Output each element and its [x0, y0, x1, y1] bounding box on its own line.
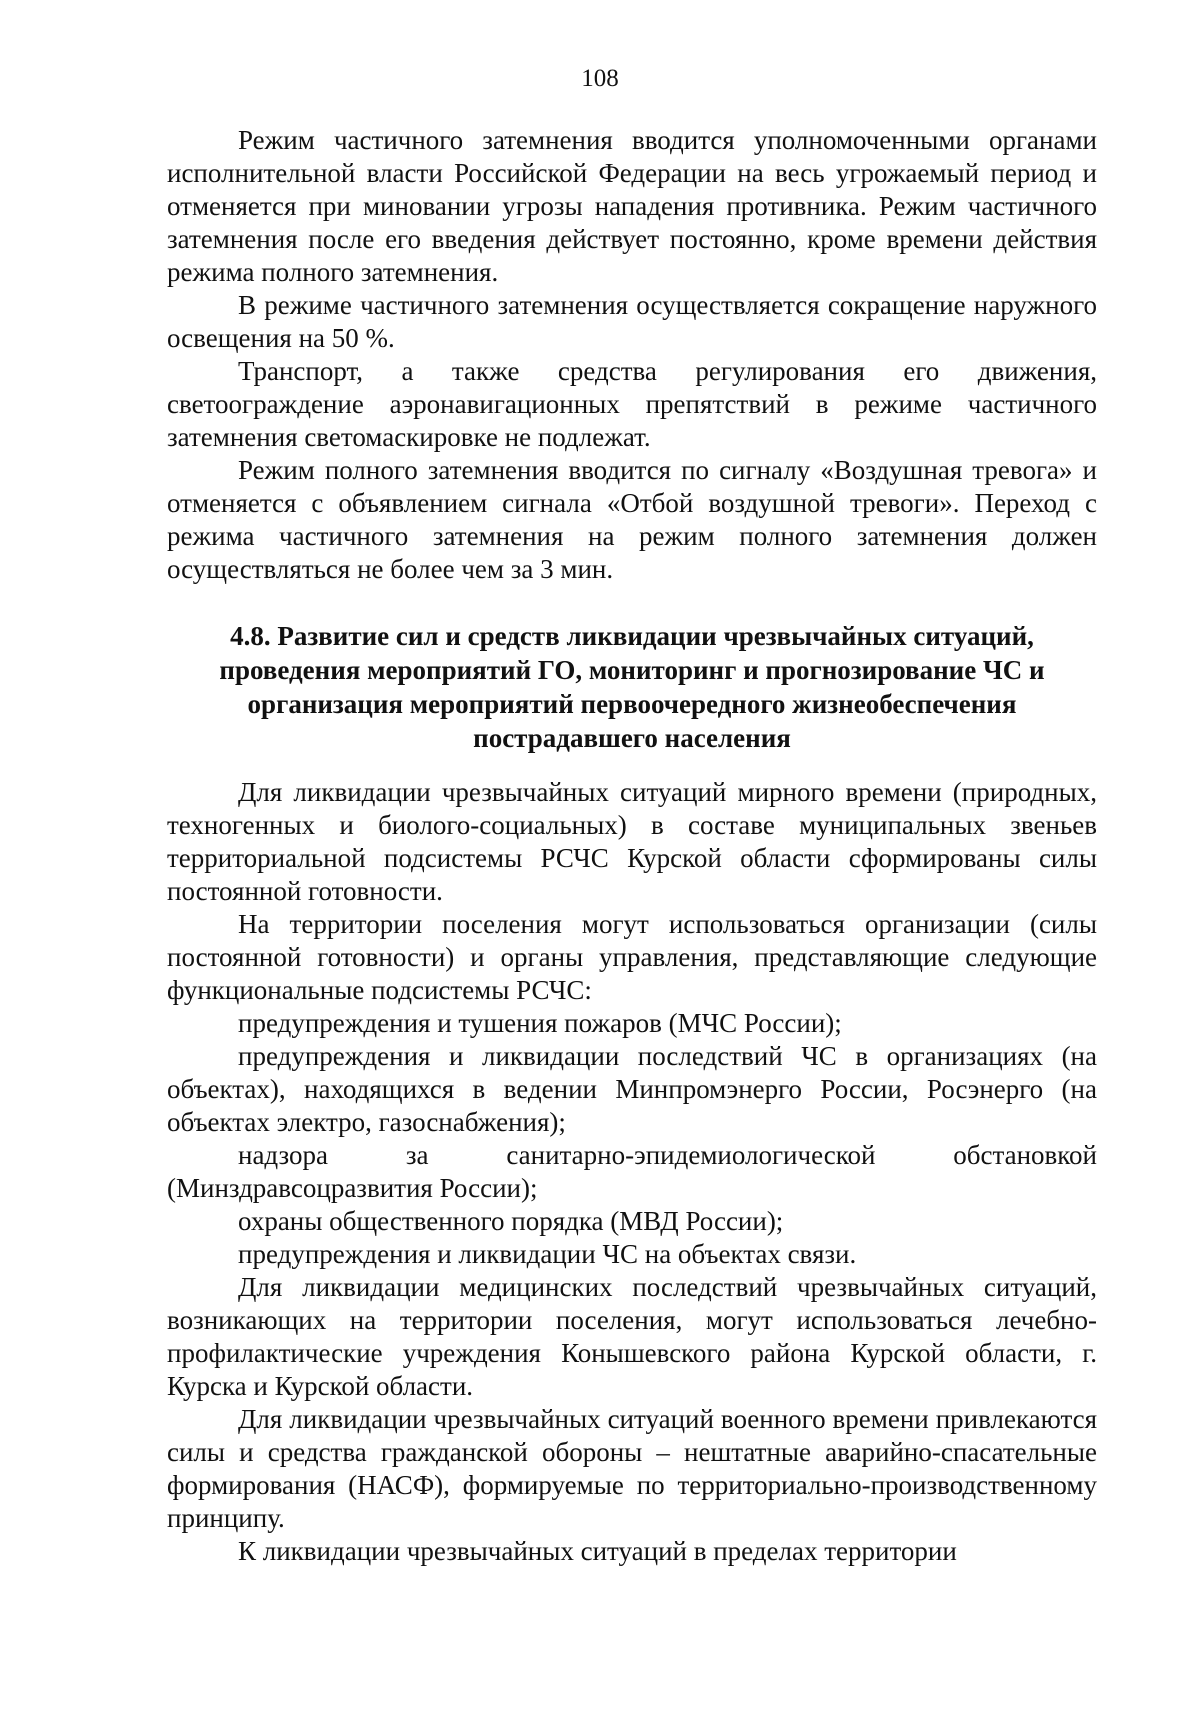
- page-number: 108: [581, 65, 619, 92]
- list-item: предупреждения и ликвидации ЧС на объектах связи.: [238, 1239, 857, 1269]
- body-text-bottom: [167, 776, 1097, 1568]
- paragraph: Режим частичного затемнения вводится уполномоченными органами исполнительной власти Российской Федерации на весь угрожаемый период и отменяется при миновании угрозы нападения противника. Режим частичного затемнения после его введения действует постоянно, кроме времени действия режима полного затемнения.: [167, 125, 1097, 287]
- paragraph: В режиме частичного затемнения осуществляется сокращение наружного освещения на 50 %.: [167, 290, 1097, 353]
- list-item: предупреждения и тушения пожаров (МЧС России);: [238, 1008, 842, 1038]
- paragraph: На территории поселения могут использоваться организации (силы постоянной готовности) и органы управления, представляющие следующие функциональные подсистемы РСЧС:: [167, 909, 1097, 1005]
- list-item: надзора за санитарно-эпидемиологической обстановкой (Минздравсоцразвития России);: [167, 1140, 1097, 1203]
- paragraph: К ликвидации чрезвычайных ситуаций в пределах территории: [238, 1536, 957, 1566]
- heading-line: организация мероприятий первоочередного жизнеобеспечения: [247, 689, 1017, 719]
- paragraph: Для ликвидации чрезвычайных ситуаций военного времени привлекаются силы и средства гражданской обороны – нештатные аварийно-спасательные формирования (НАСФ), формируемые по территориально-производственному принципу.: [167, 1404, 1097, 1533]
- paragraph: Транспорт, а также средства регулирования его движения, светоограждение аэронавигационных препятствий в режиме частичного затемнения светомаскировке не подлежат.: [167, 356, 1097, 452]
- body-text-top: [167, 124, 1097, 586]
- paragraph: Для ликвидации чрезвычайных ситуаций мирного времени (природных, техногенных и биолого-социальных) в составе муниципальных звеньев территориальной подсистемы РСЧС Курской области сформированы силы постоянной готовности.: [167, 777, 1097, 906]
- heading-line: 4.8. Развитие сил и средств ликвидации чрезвычайных ситуаций,: [230, 621, 1034, 651]
- list-item: предупреждения и ликвидации последствий ЧС в организациях (на объектах), находящихся в ведении Минпромэнерго России, Росэнерго (на объектах электро, газоснабжения);: [167, 1041, 1097, 1137]
- paragraph: Режим полного затемнения вводится по сигналу «Воздушная тревога» и отменяется с объявлением сигнала «Отбой воздушной тревоги». Переход с режима частичного затемнения на режим полного затемнения должен осуществляться не более чем за 3 мин.: [167, 455, 1097, 584]
- list-item: охраны общественного порядка (МВД России);: [238, 1206, 784, 1236]
- section-heading: [167, 619, 1097, 755]
- paragraph: Для ликвидации медицинских последствий чрезвычайных ситуаций, возникающих на территории поселения, могут использоваться лечебно-профилактические учреждения Конышевского района Курской области, г. Курска и Курской области.: [167, 1272, 1097, 1401]
- heading-line: пострадавшего населения: [473, 723, 791, 753]
- heading-line: проведения мероприятий ГО, мониторинг и прогнозирование ЧС и: [219, 655, 1045, 685]
